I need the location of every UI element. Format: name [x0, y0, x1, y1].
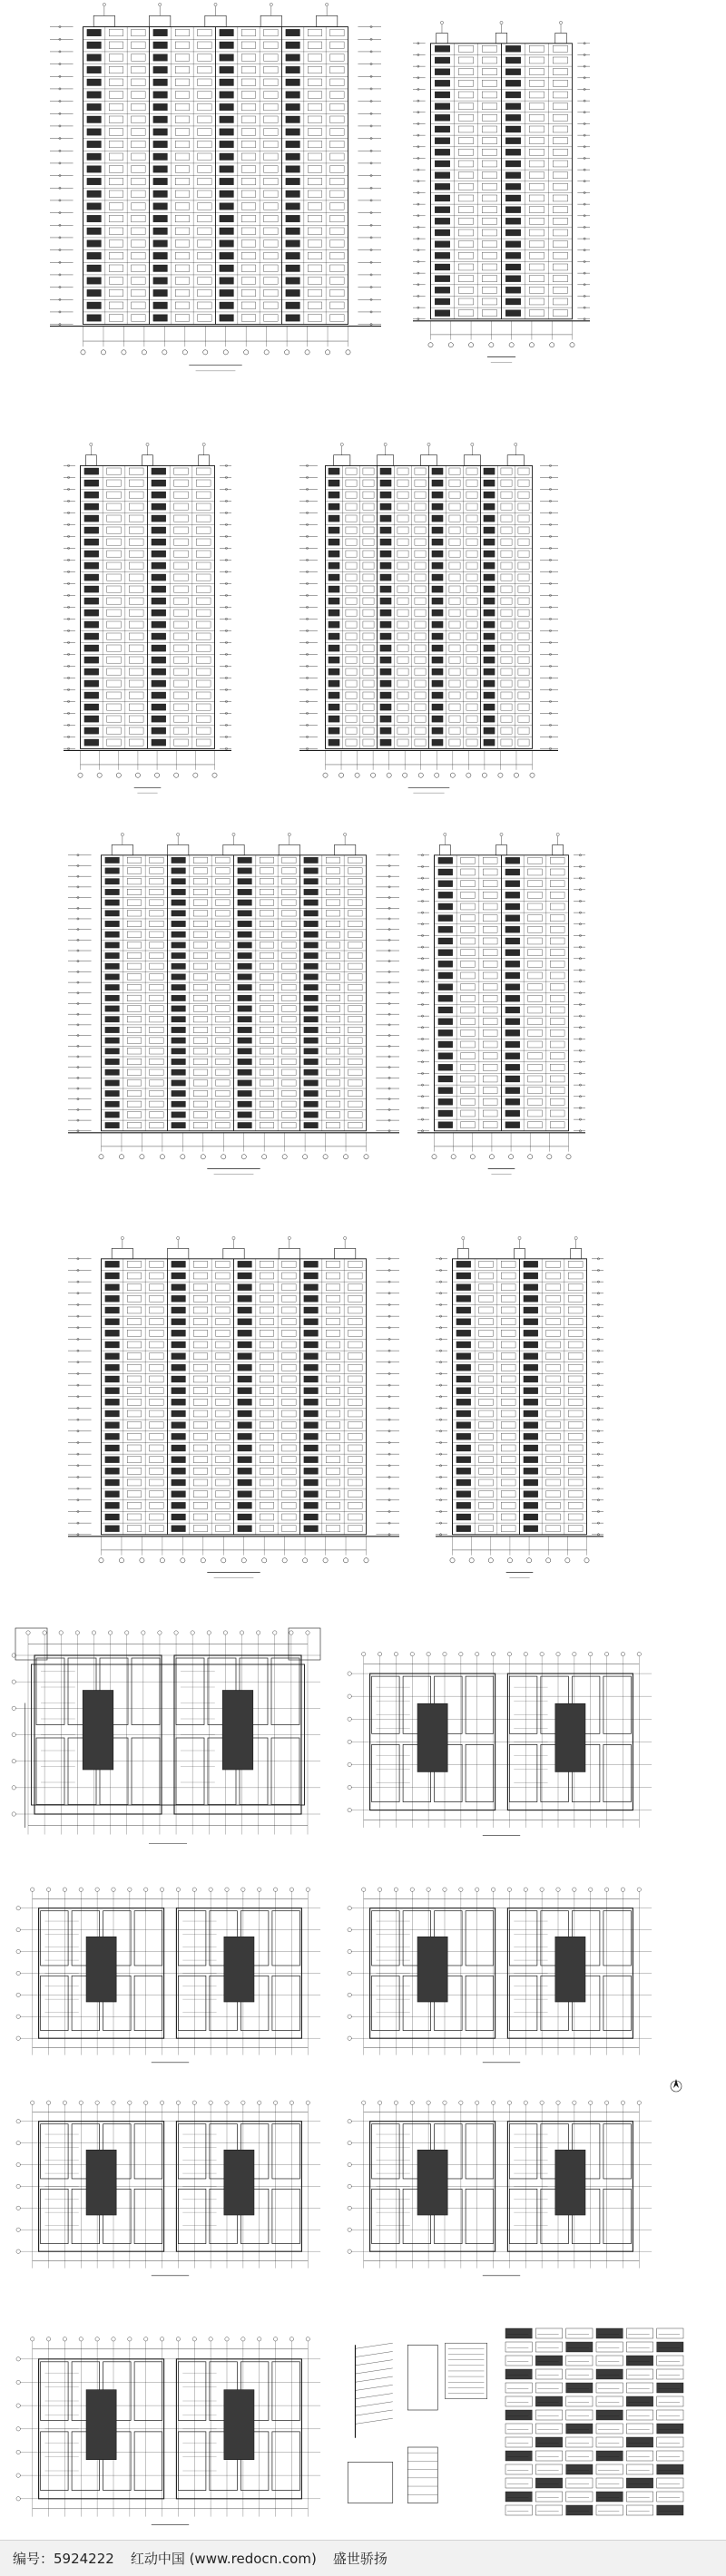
image-id-text: 编号：5924222: [13, 2551, 114, 2567]
watermark-footer: [0, 2540, 726, 2576]
author-text: 盛世骄扬: [332, 2551, 388, 2567]
site-credit-text: 红动中国 (www.redocn.com): [130, 2551, 317, 2567]
